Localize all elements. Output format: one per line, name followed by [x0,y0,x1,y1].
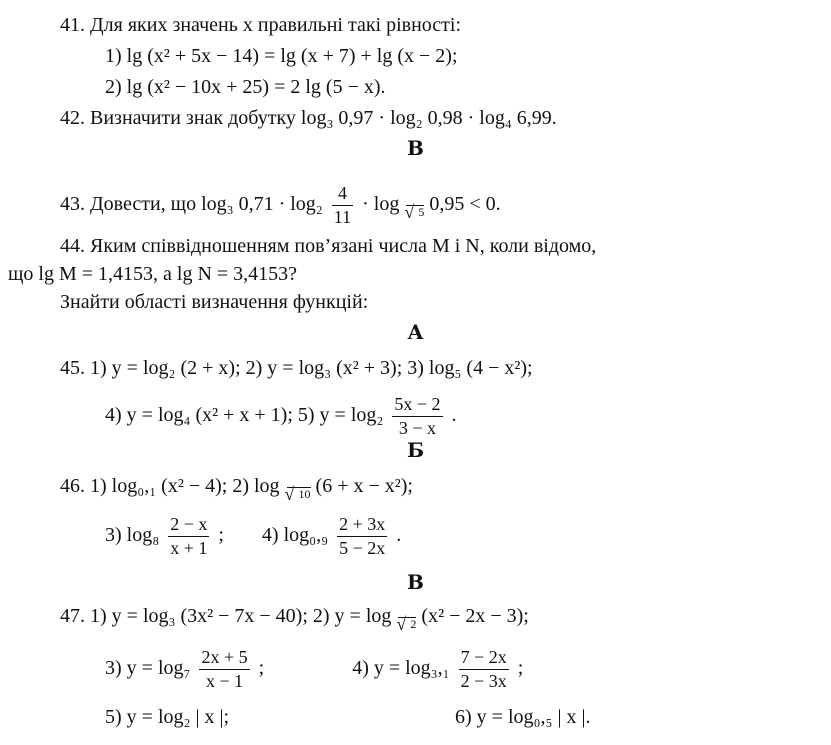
problem-46-line-2-suffix: . [396,523,402,546]
problem-41-part-2: 2) lg (x² − 10x + 25) = 2 lg (5 − x). [105,76,386,98]
problem-47-fraction-3-numerator: 2x + 5 [201,647,248,667]
problem-47-line-2-separator: ; [258,656,265,679]
problem-46-line-2 [105,515,401,558]
problem-47-line-1-prefix: 47. 1) y = log₃ (3x² − 7x − 40); 2) y = log [60,605,392,627]
problem-47-line-1 [60,605,529,631]
fraction-bar [332,205,353,206]
problem-46-fraction-3-denominator: x + 1 [170,537,208,558]
problem-47-fraction-4 [459,648,509,691]
section-label-a: А [407,320,424,344]
problem-46-fraction-3-numerator: 2 − x [170,514,208,534]
problem-43-sqrt [406,205,424,218]
fraction-bar [168,536,209,537]
section-label-v-1: В [407,136,424,160]
problem-44-line-2: що lg M = 1,4153, а lg N = 3,4153? [8,263,298,285]
problem-47-fraction-3 [199,648,249,691]
problem-45-line-2 [105,395,457,438]
section-label-v-2: В [407,570,424,594]
problem-41-stem: 41. Для яких значень x правильні такі рівності: [60,14,462,36]
problem-45-fraction-numerator: 5x − 2 [394,394,441,414]
problem-47-part-6: 6) y = log₀,₅ | x |. [455,706,591,728]
problem-43-sqrt-inner: 5 [418,204,425,219]
problem-46-line-1-suffix: (6 + x − x²); [315,475,413,497]
problem-41-part-1: 1) lg (x² + 5x − 14) = lg (x + 7) + lg (x − 2); [105,45,458,67]
problem-46-line-1-prefix: 46. 1) log₀,₁ (x² − 4); 2) log [60,475,280,497]
problem-46-separator: ; [218,523,224,546]
fraction-bar [392,416,442,417]
problem-43-fraction-denominator: 11 [333,206,352,227]
problem-44-line-1: 44. Яким співвідношенням пов’язані числа M і N, коли відомо, [60,235,597,257]
section-label-b: Б [406,438,425,462]
problem-47-part-3-prefix: 3) y = log₇ [105,656,191,679]
domain-title: Знайти області визначення функцій: [60,291,369,313]
problem-47-part-5: 5) y = log₂ | x |; [105,706,230,728]
problem-43-fraction [332,184,353,227]
problem-47-line-2-suffix: ; [517,656,524,679]
problem-46-part-4-prefix: 4) log₀,₉ [261,523,329,546]
problem-47-line-1-suffix: (x² − 2x − 3); [421,605,529,627]
problem-46-fraction-3 [168,515,209,558]
problem-47-sqrt-inner: 2 [410,617,417,631]
problem-43-mid: · log [362,192,400,215]
problem-46-part-3-prefix: 3) log₈ [105,523,160,546]
problem-46-fraction-4-denominator: 5 − 2x [339,537,386,558]
problem-47-fraction-4-denominator: 2 − 3x [460,670,507,691]
problem-46-line-1 [60,475,413,501]
problem-43-fraction-numerator: 4 [337,183,347,203]
problem-45-line-1: 45. 1) y = log₂ (2 + x); 2) y = log₃ (x² + 3); 3) log₅ (4 − x²); [60,357,533,379]
problem-45-fraction-denominator: 3 − x [398,417,437,438]
problem-46-sqrt-inner: 10 [298,487,311,501]
fraction-bar [337,536,387,537]
problem-45-fraction [392,395,442,438]
problem-42: 42. Визначити знак добутку log₃ 0,97 · log₂ 0,98 · log₄ 6,99. [60,107,557,129]
problem-45-line-2-prefix: 4) y = log₄ (x² + x + 1); 5) y = log₂ [105,403,384,426]
problem-47-sqrt [398,617,416,630]
problem-47-fraction-3-denominator: x − 1 [205,670,244,691]
fraction-bar [199,669,249,670]
problem-43-suffix: 0,95 < 0. [429,192,501,215]
problem-47-part-4-prefix: 4) y = log₃,₁ [352,656,450,679]
problem-43-prefix: 43. Довести, що log₃ 0,71 · log₂ [60,192,323,215]
problem-46-fraction-4-numerator: 2 + 3x [339,514,386,534]
problem-43 [60,184,501,227]
problem-47-line-2 [105,648,523,691]
problem-46-fraction-4 [337,515,387,558]
fraction-bar [459,669,509,670]
problem-46-sqrt [287,487,311,500]
problem-47-fraction-4-numerator: 7 − 2x [460,647,507,667]
problem-45-line-2-suffix: . [451,403,457,426]
